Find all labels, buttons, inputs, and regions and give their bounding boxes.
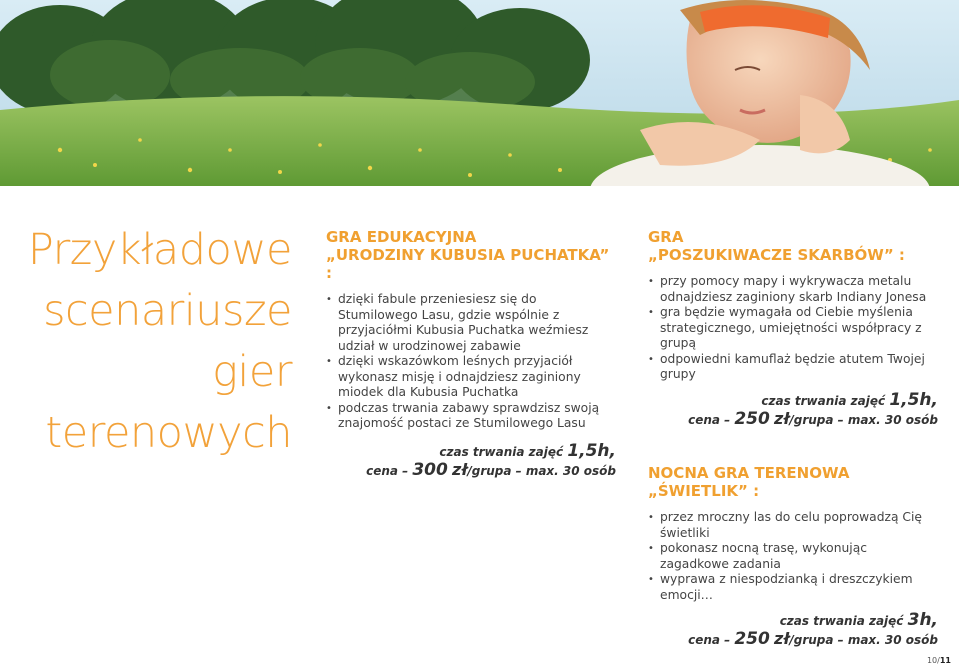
game-title: [648, 464, 938, 500]
game-bullets: [648, 510, 938, 603]
price-currency: zł: [774, 629, 790, 648]
duration-value: 1,5h,: [889, 389, 938, 410]
list-item: • dzięki wskazówkom leśnych przyjaciół wykonasz misję i odnajdziesz zaginiony miodek dla Kubusia Puchatka: [326, 354, 616, 401]
price-label: cena –: [688, 412, 731, 427]
duration-label: czas trwania zajęć: [779, 614, 904, 628]
list-item: • gra będzie wymagała od Ciebie myślenia strategicznego, umiejętności współpracy z grupą: [648, 305, 938, 352]
duration-line: [648, 611, 938, 630]
duration-line: [648, 391, 938, 410]
game-card-kubus: [326, 228, 616, 480]
price-label: cena –: [366, 463, 409, 478]
price-value: 250: [734, 408, 770, 429]
price-line: [326, 461, 616, 480]
price-value: 300: [412, 459, 448, 480]
list-item: • wyprawa z niespodzianką i dreszczykiem emocji…: [648, 572, 938, 603]
list-item: • odpowiedni kamuflaż będzie atutem Twojej grupy: [648, 352, 938, 383]
price-suffix: /grupa – max. 30 osób: [467, 463, 616, 478]
game-bullets: [648, 274, 938, 383]
game-meta: [648, 391, 938, 429]
price-line: [648, 630, 938, 649]
price-line: [648, 410, 938, 429]
list-item: • dzięki fabule przeniesiesz się do Stumilowego Lasu, gdzie wspólnie z przyjaciółmi Kubusia Puchatka weźmiesz udział w urodzinowej zabawie: [326, 292, 616, 354]
duration-value: 1,5h,: [567, 440, 616, 461]
title-line: Przykładowe: [27, 225, 292, 275]
list-item: • podczas trwania zabawy sprawdzisz swoją znajomość postaci ze Stumilowego Lasu: [326, 401, 616, 432]
game-card-swietlik: [648, 464, 938, 649]
page-number-left: 10: [926, 656, 938, 665]
page-number: [927, 656, 951, 665]
game-meta: [326, 442, 616, 480]
game-title-line: GRA EDUKACYJNA: [326, 228, 477, 246]
page-number-sep: /: [937, 656, 940, 665]
game-title-line: NOCNA GRA TERENOWA: [648, 464, 850, 482]
game-meta: [648, 611, 938, 649]
duration-value: 3h,: [907, 610, 938, 630]
game-title: [648, 228, 938, 264]
title-line: terenowych: [45, 408, 292, 458]
price-suffix: /grupa – max. 30 osób: [789, 633, 938, 647]
game-title: [326, 228, 616, 282]
list-item: • pokonasz nocną trasę, wykonując zagadkowe zadania: [648, 541, 938, 572]
duration-line: [326, 442, 616, 461]
price-value: 250: [734, 629, 770, 649]
price-label: cena –: [688, 633, 731, 647]
meadow-illustration: [0, 0, 959, 186]
price-currency: zł: [452, 459, 468, 479]
page-title: [20, 220, 292, 464]
game-bullets: [326, 292, 616, 432]
price-suffix: /grupa – max. 30 osób: [789, 412, 938, 427]
list-item: • przy pomocy mapy i wykrywacza metalu odnajdziesz zaginiony skarb Indiany Jonesa: [648, 274, 938, 305]
game-title-line: „POSZUKIWACZE SKARBÓW” :: [648, 246, 905, 264]
game-title-line: „URODZINY KUBUSIA PUCHATKA” :: [326, 246, 610, 282]
list-item: • przez mroczny las do celu poprowadzą Cię świetliki: [648, 510, 938, 541]
duration-label: czas trwania zajęć: [439, 444, 564, 459]
game-title-line: GRA: [648, 228, 684, 246]
game-card-skarby: [648, 228, 938, 429]
page-number-right: 11: [939, 656, 951, 665]
title-line: scenariusze: [43, 286, 292, 336]
title-line: gier: [212, 347, 292, 397]
game-title-line: „ŚWIETLIK” :: [648, 482, 760, 500]
duration-label: czas trwania zajęć: [761, 393, 886, 408]
price-currency: zł: [774, 408, 790, 428]
hero-photo: [0, 0, 959, 186]
